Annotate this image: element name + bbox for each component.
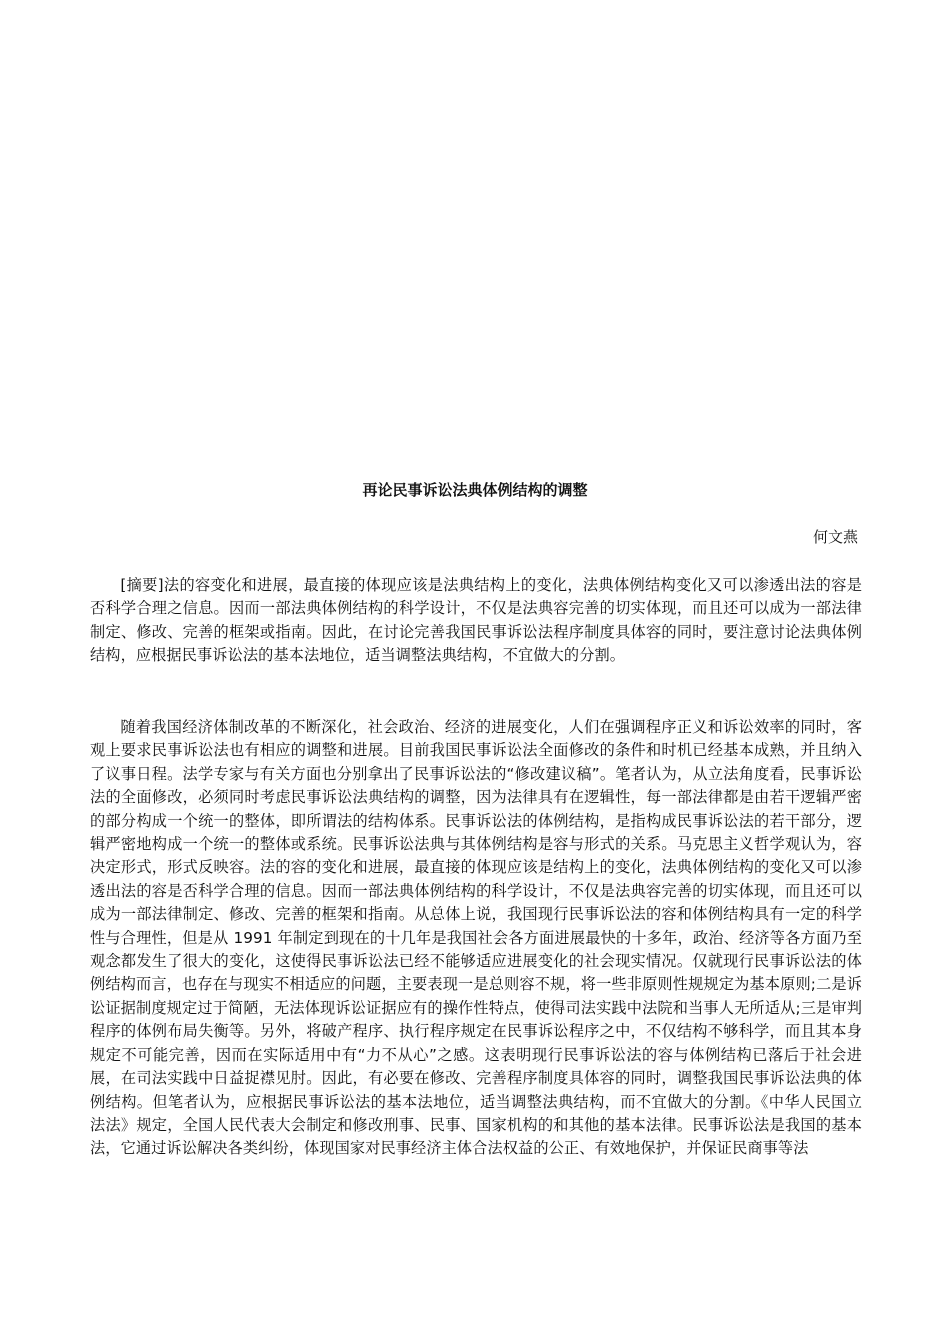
author-name: 何文燕 bbox=[812, 528, 858, 546]
body-paragraph: 随着我国经济体制改革的不断深化，社会政治、经济的进展变化，人们在强调程序正义和诉讼效率的同时，客观上要求民事诉讼法也有相应的调整和进展。目前我国民事诉讼法全面修改的条件和时机已经基本成熟，并且纳入了议事日程。法学专家与有关方面也分别拿出了民事诉讼法的“修改建议稿”。笔者认为，从立法角度看，民事诉讼法的全面修改，必须同时考虑民事诉讼法典结构的调整，因为法律具有在逻辑性，每一部法律都是由若干逻辑严密的部分构成一个统一的整体，即所谓法的结构体系。民事诉讼法的体例结构，是指构成民事诉讼法的若干部分，逻辑严密地构成一个统一的整体或系统。民事诉讼法典与其体例结构是容与形式的关系。马克思主义哲学观认为，容决定形式，形式反映容。法的容的变化和进展，最直接的体现应该是结构上的变化，法典体例结构的变化又可以渗透出法的容是否科学合理的信息。因而一部法典体例结构的科学设计，不仅是法典容完善的切实体现，而且还可以成为一部法律制定、修改、完善的框架和指南。从总体上说，我国现行民事诉讼法的容和体例结构具有一定的科学性与合理性，但是从 1991 年制定到现在的十几年是我国社会各方面进展最快的十多年，政治、经济等各方面乃至观念都发生了很大的变化，这使得民事诉讼法已经不能够适应进展变化的社会现实情况。仅就现行民事诉讼法的体例结构而言，也存在与现实不相适应的问题，主要表现一是总则容不规，将一些非原则性规规定为基本原则;二是诉讼证据制度规定过于简陋，无法体现诉讼证据应有的操作性特点，使得司法实践中法院和当事人无所适从;三是审判程序的体例布局失衡等。另外，将破产程序、执行程序规定在民事诉讼程序之中，不仅结构不够科学，而且其本身规定不可能完善，因而在实际适用中有“力不从心”之感。这表明现行民事诉讼法的容与体例结构已落后于社会进展，在司法实践中日益捉襟见肘。因此，有必要在修改、完善程序制度具体容的同时，调整我国民事诉讼法典的体例结构。但笔者认为，应根据民事诉讼法的基本法地位，适当调整法典结构，而不宜做大的分割。《中华人民国立法法》规定，全国人民代表大会制定和修改刑事、民事、国家机构的和其他的基本法律。民事诉讼法是我国的基本法，它通过诉讼解决各类纠纷，体现国家对民事经济主体合法权益的公正、有效地保护，并保证民商事等法 bbox=[90, 718, 862, 1158]
document-title: 再论民事诉讼法典体例结构的调整 bbox=[362, 481, 588, 499]
abstract-paragraph: [摘要]法的容变化和进展，最直接的体现应该是法典结构上的变化，法典体例结构变化又可以渗透出法的容是否科学合理之信息。因而一部法典体例结构的科学设计，不仅是法典容完善的切实体现，而且还可以成为一部法律制定、修改、完善的框架或指南。因此，在讨论完善我国民事诉讼法程序制度具体容的同时，要注意讨论法典体例结构，应根据民事诉讼法的基本法地位，适当调整法典结构，不宜做大的分割。 bbox=[90, 576, 862, 665]
